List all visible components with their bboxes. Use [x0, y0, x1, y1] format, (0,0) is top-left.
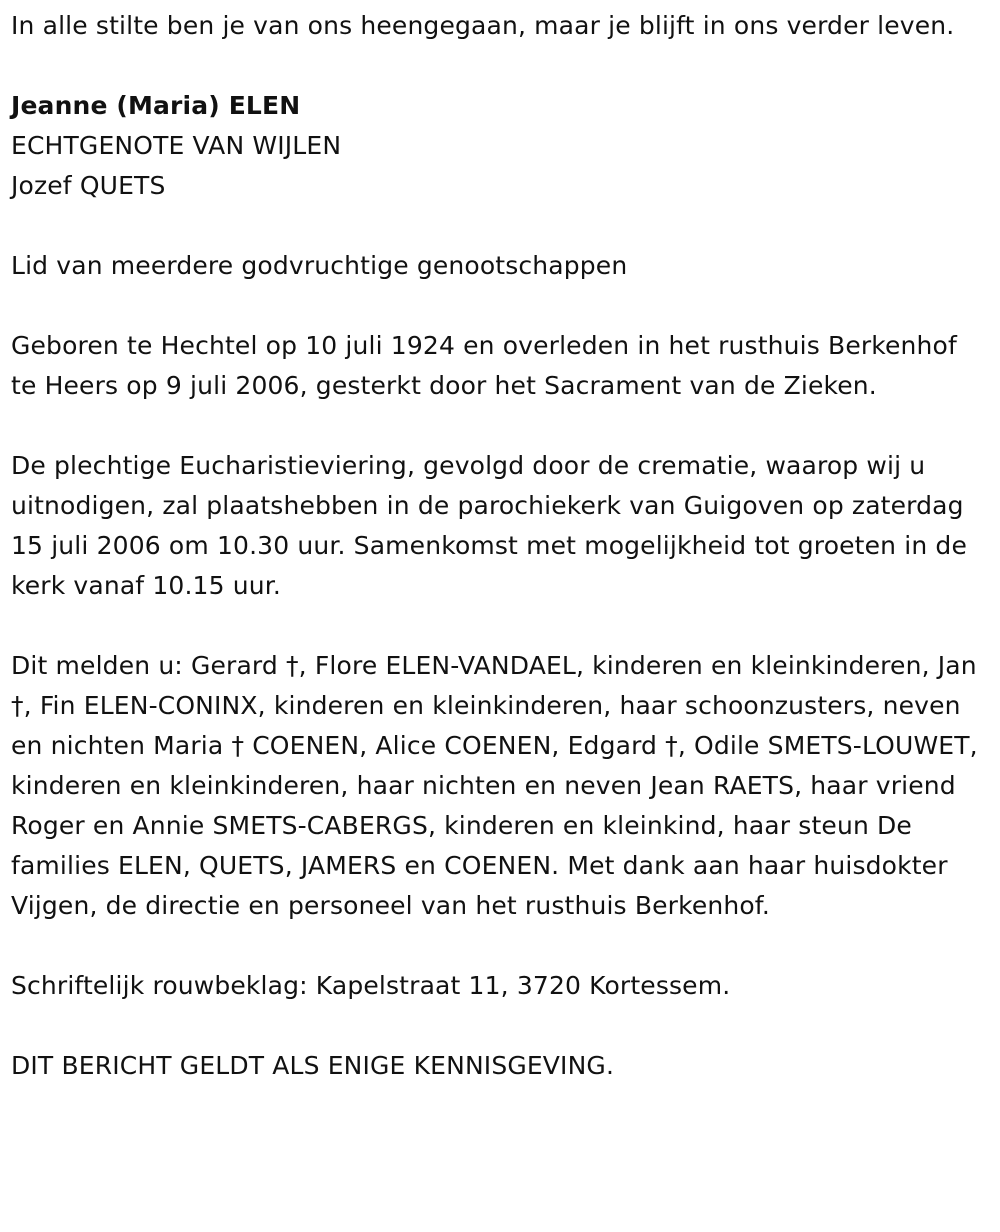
condolences-text: Schriftelijk rouwbeklag: Kapelstraat 11, 3720 Kortessem.: [11, 971, 731, 1000]
spacer: [11, 406, 990, 446]
membership-text: Lid van meerdere godvruchtige genootschappen: [11, 251, 628, 280]
spacer: [11, 286, 990, 326]
deceased-name: Jeanne (Maria) ELEN: [11, 91, 301, 120]
spacer: [11, 206, 990, 246]
intro-text: In alle stilte ben je van ons heengegaan, maar je blijft in ons verder leven.: [11, 11, 955, 40]
spacer: [11, 606, 990, 646]
spacer: [11, 1006, 990, 1046]
birth-death-text: Geboren te Hechtel op 10 juli 1924 en overleden in het rusthuis Berkenhof te Heers op 9 juli 2006, gesterkt door het Sacrament van de Zieken.: [11, 331, 957, 400]
spacer: [11, 926, 990, 966]
ceremony-text: De plechtige Eucharistieviering, gevolgd door de crematie, waarop wij u uitnodigen, zal plaatshebben in de parochiekerk van Guigoven op zaterdag 15 juli 2006 om 10.30 uur. Samenkomst met mogelijkheid tot groeten in de kerk vanaf 10.15 uur.: [11, 451, 967, 600]
announced-by-text: Dit melden u: Gerard †, Flore ELEN-VANDAEL, kinderen en kleinkinderen, Jan †, Fin ELEN-CONINX, kinderen en kleinkinderen, haar schoonzusters, neven en nichten Maria † COENEN, Alice COENEN, Edgard †, Odile SMETS-LOUWET, kinderen en kleinkinderen, haar nichten en neven Jean RAETS, haar vriend Roger en Annie SMETS-CABERGS, kinderen en kleinkind, haar steun De families ELEN, QUETS, JAMERS en COENEN. Met dank aan haar huisdokter Vijgen, de directie en personeel van het rusthuis Berkenhof.: [11, 651, 978, 920]
spouse-name: Jozef QUETS: [11, 171, 166, 200]
closing-text: DIT BERICHT GELDT ALS ENIGE KENNISGEVING.: [11, 1051, 615, 1080]
spacer: [11, 46, 990, 86]
spouse-title: ECHTGENOTE VAN WIJLEN: [11, 131, 342, 160]
